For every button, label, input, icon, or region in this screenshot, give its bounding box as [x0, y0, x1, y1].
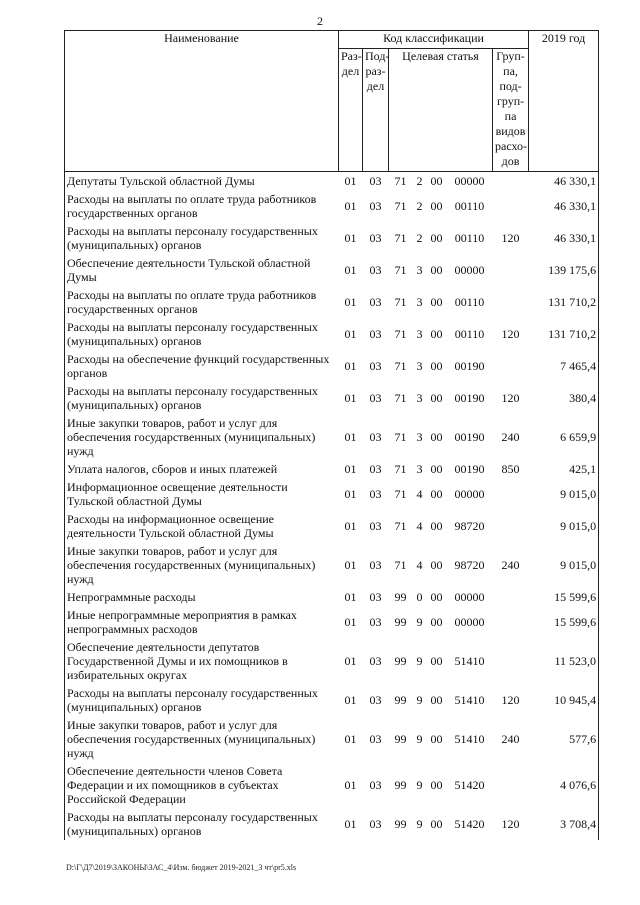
- row-target-program: 99: [394, 816, 407, 831]
- file-path-footer: D:\Г\Д7\2019\ЗАКОНЫ\ЗАС_4\Изм. бюджет 2019-2021_3 чт\pr5.xls: [66, 863, 297, 872]
- row-section: 01: [344, 777, 357, 792]
- row-section: 01: [344, 326, 357, 341]
- table-row: [65, 254, 599, 286]
- row-subsection: 03: [369, 230, 382, 245]
- row-target-subprogram: 9: [416, 816, 423, 831]
- row-expense-group: [493, 190, 529, 222]
- row-amount: 10 945,4: [529, 684, 599, 716]
- table-row: [65, 460, 599, 478]
- table-row: [65, 318, 599, 350]
- row-target-subprogram: 4: [416, 557, 423, 572]
- row-amount: 9 015,0: [529, 542, 599, 588]
- row-target-direction: 51410: [454, 653, 485, 668]
- row-target-direction: 00000: [454, 486, 485, 501]
- row-name: Уплата налогов, сборов и иных платежей: [65, 460, 339, 478]
- row-amount: 46 330,1: [529, 222, 599, 254]
- row-expense-group: 120: [501, 326, 520, 341]
- row-expense-group: 850: [501, 461, 520, 476]
- row-target-activity: 00: [430, 589, 443, 604]
- row-name: Обеспечение деятельности депутатов Государственной Думы и их помощников в избирательных округах: [65, 638, 339, 684]
- row-target-activity: 00: [430, 326, 443, 341]
- row-target-subprogram: 2: [416, 230, 423, 245]
- row-target-program: 71: [394, 262, 407, 277]
- row-target-direction: 98720: [454, 518, 485, 533]
- row-amount: 15 599,6: [529, 588, 599, 606]
- table-row: [65, 808, 599, 840]
- row-target-direction: 00190: [454, 429, 485, 444]
- row-target-subprogram: 3: [416, 461, 423, 476]
- row-expense-group: [493, 638, 529, 684]
- row-target-direction: 98720: [454, 557, 485, 572]
- row-section: 01: [344, 461, 357, 476]
- row-target-subprogram: 9: [416, 777, 423, 792]
- row-amount: 577,6: [529, 716, 599, 762]
- table-row: [65, 638, 599, 684]
- row-target-subprogram: 9: [416, 614, 423, 629]
- table-row: [65, 286, 599, 318]
- row-amount: 425,1: [529, 460, 599, 478]
- row-name: Иные закупки товаров, работ и услуг для обеспечения государственных (муниципальных) нужд: [65, 716, 339, 762]
- row-name: Иные закупки товаров, работ и услуг для обеспечения государственных (муниципальных) нужд: [65, 542, 339, 588]
- row-name: Расходы на информационное освещение деятельности Тульской областной Думы: [65, 510, 339, 542]
- col-header-code: Код классификации: [339, 31, 529, 49]
- row-target-program: 71: [394, 557, 407, 572]
- row-target-direction: 00110: [454, 230, 485, 245]
- row-target-activity: 00: [430, 230, 443, 245]
- col-header-section: Раз- дел: [339, 49, 363, 172]
- row-target-direction: 00190: [454, 390, 485, 405]
- row-target-direction: 51420: [454, 777, 485, 792]
- table-row: [65, 542, 599, 588]
- row-target-program: 71: [394, 326, 407, 341]
- col-header-group: Груп- па, под- груп- па видов расхо- дов: [493, 49, 529, 172]
- row-amount: 46 330,1: [529, 190, 599, 222]
- row-expense-group: 120: [501, 230, 520, 245]
- row-target-activity: 00: [430, 777, 443, 792]
- row-section: 01: [344, 692, 357, 707]
- row-target-direction: 51410: [454, 692, 485, 707]
- row-amount: 11 523,0: [529, 638, 599, 684]
- row-section: 01: [344, 486, 357, 501]
- row-target-subprogram: 3: [416, 390, 423, 405]
- row-target-activity: 00: [430, 653, 443, 668]
- row-name: Депутаты Тульской областной Думы: [65, 172, 339, 190]
- row-name: Непрограммные расходы: [65, 588, 339, 606]
- row-target-activity: 00: [430, 429, 443, 444]
- row-amount: 131 710,2: [529, 286, 599, 318]
- row-name: Иные непрограммные мероприятия в рамках непрограммных расходов: [65, 606, 339, 638]
- row-amount: 3 708,4: [529, 808, 599, 840]
- row-target-subprogram: 3: [416, 294, 423, 309]
- row-name: Расходы на выплаты по оплате труда работников государственных органов: [65, 190, 339, 222]
- row-subsection: 03: [369, 429, 382, 444]
- row-section: 01: [344, 614, 357, 629]
- row-target-direction: 51420: [454, 816, 485, 831]
- row-target-direction: 00110: [454, 326, 485, 341]
- row-target-program: 99: [394, 653, 407, 668]
- row-target-direction: 51410: [454, 731, 485, 746]
- row-name: Информационное освещение деятельности Тульской областной Думы: [65, 478, 339, 510]
- row-amount: 4 076,6: [529, 762, 599, 808]
- row-section: 01: [344, 731, 357, 746]
- row-target-direction: 00000: [454, 173, 485, 188]
- row-section: 01: [344, 294, 357, 309]
- row-target-program: 71: [394, 294, 407, 309]
- row-target-direction: 00000: [454, 262, 485, 277]
- row-name: Обеспечение деятельности членов Совета Федерации и их помощников в субъектах Российской Федерации: [65, 762, 339, 808]
- row-name: Расходы на выплаты персоналу государственных (муниципальных) органов: [65, 684, 339, 716]
- row-section: 01: [344, 653, 357, 668]
- row-target-activity: 00: [430, 614, 443, 629]
- col-header-subsection: Под- раз- дел: [363, 49, 389, 172]
- row-name: Расходы на выплаты персоналу государственных (муниципальных) органов: [65, 808, 339, 840]
- row-subsection: 03: [369, 486, 382, 501]
- row-subsection: 03: [369, 731, 382, 746]
- row-target-program: 71: [394, 198, 407, 213]
- row-expense-group: [493, 350, 529, 382]
- row-target-activity: 00: [430, 173, 443, 188]
- row-subsection: 03: [369, 589, 382, 604]
- row-expense-group: [493, 762, 529, 808]
- row-subsection: 03: [369, 692, 382, 707]
- row-expense-group: 240: [501, 731, 520, 746]
- row-subsection: 03: [369, 557, 382, 572]
- row-subsection: 03: [369, 358, 382, 373]
- table-body: [65, 172, 599, 840]
- row-target-activity: 00: [430, 294, 443, 309]
- budget-table: [64, 30, 599, 840]
- row-target-subprogram: 3: [416, 326, 423, 341]
- row-section: 01: [344, 557, 357, 572]
- row-section: 01: [344, 262, 357, 277]
- row-subsection: 03: [369, 173, 382, 188]
- table-row: [65, 172, 599, 190]
- row-target-program: 99: [394, 692, 407, 707]
- row-target-program: 99: [394, 731, 407, 746]
- row-target-activity: 00: [430, 198, 443, 213]
- row-target-activity: 00: [430, 461, 443, 476]
- row-target-activity: 00: [430, 692, 443, 707]
- row-target-subprogram: 9: [416, 653, 423, 668]
- table-row: [65, 222, 599, 254]
- row-target-direction: 00000: [454, 614, 485, 629]
- row-amount: 46 330,1: [529, 172, 599, 190]
- row-name: Расходы на обеспечение функций государственных органов: [65, 350, 339, 382]
- row-target-subprogram: 2: [416, 198, 423, 213]
- row-target-activity: 00: [430, 358, 443, 373]
- row-name: Иные закупки товаров, работ и услуг для обеспечения государственных (муниципальных) нужд: [65, 414, 339, 460]
- col-header-target: Целевая статья: [389, 49, 493, 172]
- row-target-activity: 00: [430, 486, 443, 501]
- row-subsection: 03: [369, 518, 382, 533]
- row-target-activity: 00: [430, 390, 443, 405]
- row-target-subprogram: 4: [416, 518, 423, 533]
- row-expense-group: [493, 254, 529, 286]
- row-expense-group: 240: [501, 429, 520, 444]
- row-amount: 15 599,6: [529, 606, 599, 638]
- row-section: 01: [344, 518, 357, 533]
- row-target-program: 71: [394, 358, 407, 373]
- table-row: [65, 762, 599, 808]
- row-target-direction: 00000: [454, 589, 485, 604]
- row-target-direction: 00190: [454, 358, 485, 373]
- row-target-subprogram: 0: [416, 589, 423, 604]
- row-section: 01: [344, 816, 357, 831]
- table-row: [65, 478, 599, 510]
- row-name: Расходы на выплаты персоналу государственных (муниципальных) органов: [65, 382, 339, 414]
- row-target-program: 71: [394, 173, 407, 188]
- table-row: [65, 414, 599, 460]
- row-target-program: 71: [394, 486, 407, 501]
- table-row: [65, 606, 599, 638]
- row-expense-group: [493, 606, 529, 638]
- row-section: 01: [344, 173, 357, 188]
- page-number: 2: [317, 14, 323, 28]
- row-name: Расходы на выплаты персоналу государственных (муниципальных) органов: [65, 222, 339, 254]
- row-target-program: 99: [394, 614, 407, 629]
- row-target-program: 71: [394, 230, 407, 245]
- row-target-direction: 00110: [454, 198, 485, 213]
- row-target-activity: 00: [430, 262, 443, 277]
- row-target-activity: 00: [430, 518, 443, 533]
- table-row: [65, 716, 599, 762]
- row-expense-group: [493, 286, 529, 318]
- row-subsection: 03: [369, 614, 382, 629]
- row-expense-group: 120: [501, 390, 520, 405]
- col-header-year: 2019 год: [529, 31, 599, 172]
- row-target-subprogram: 9: [416, 692, 423, 707]
- row-expense-group: [493, 510, 529, 542]
- row-target-subprogram: 3: [416, 358, 423, 373]
- row-amount: 7 465,4: [529, 350, 599, 382]
- row-section: 01: [344, 230, 357, 245]
- row-amount: 139 175,6: [529, 254, 599, 286]
- row-expense-group: 120: [501, 692, 520, 707]
- row-subsection: 03: [369, 262, 382, 277]
- row-subsection: 03: [369, 461, 382, 476]
- row-target-program: 71: [394, 429, 407, 444]
- row-target-activity: 00: [430, 557, 443, 572]
- row-subsection: 03: [369, 390, 382, 405]
- row-subsection: 03: [369, 777, 382, 792]
- table-row: [65, 350, 599, 382]
- row-target-program: 71: [394, 390, 407, 405]
- row-section: 01: [344, 589, 357, 604]
- row-expense-group: 240: [501, 557, 520, 572]
- row-target-activity: 00: [430, 731, 443, 746]
- row-amount: 9 015,0: [529, 478, 599, 510]
- row-target-program: 99: [394, 777, 407, 792]
- row-name: Обеспечение деятельности Тульской областной Думы: [65, 254, 339, 286]
- row-target-subprogram: 3: [416, 262, 423, 277]
- row-target-program: 71: [394, 518, 407, 533]
- row-subsection: 03: [369, 326, 382, 341]
- row-name: Расходы на выплаты по оплате труда работников государственных органов: [65, 286, 339, 318]
- row-expense-group: [493, 172, 529, 190]
- row-target-subprogram: 2: [416, 173, 423, 188]
- row-target-activity: 00: [430, 816, 443, 831]
- row-amount: 131 710,2: [529, 318, 599, 350]
- row-target-program: 99: [394, 589, 407, 604]
- row-target-direction: 00110: [454, 294, 485, 309]
- row-expense-group: [493, 478, 529, 510]
- row-expense-group: [493, 588, 529, 606]
- row-section: 01: [344, 429, 357, 444]
- row-subsection: 03: [369, 816, 382, 831]
- table-row: [65, 588, 599, 606]
- row-subsection: 03: [369, 653, 382, 668]
- row-expense-group: 120: [501, 816, 520, 831]
- row-section: 01: [344, 358, 357, 373]
- table-row: [65, 684, 599, 716]
- row-name: Расходы на выплаты персоналу государственных (муниципальных) органов: [65, 318, 339, 350]
- row-target-subprogram: 3: [416, 429, 423, 444]
- table-row: [65, 382, 599, 414]
- row-section: 01: [344, 390, 357, 405]
- row-amount: 6 659,9: [529, 414, 599, 460]
- row-target-subprogram: 9: [416, 731, 423, 746]
- table-row: [65, 190, 599, 222]
- table-row: [65, 510, 599, 542]
- row-amount: 9 015,0: [529, 510, 599, 542]
- row-target-subprogram: 4: [416, 486, 423, 501]
- row-amount: 380,4: [529, 382, 599, 414]
- row-subsection: 03: [369, 198, 382, 213]
- col-header-name: Наименование: [65, 31, 339, 172]
- row-target-direction: 00190: [454, 461, 485, 476]
- row-target-program: 71: [394, 461, 407, 476]
- row-section: 01: [344, 198, 357, 213]
- row-subsection: 03: [369, 294, 382, 309]
